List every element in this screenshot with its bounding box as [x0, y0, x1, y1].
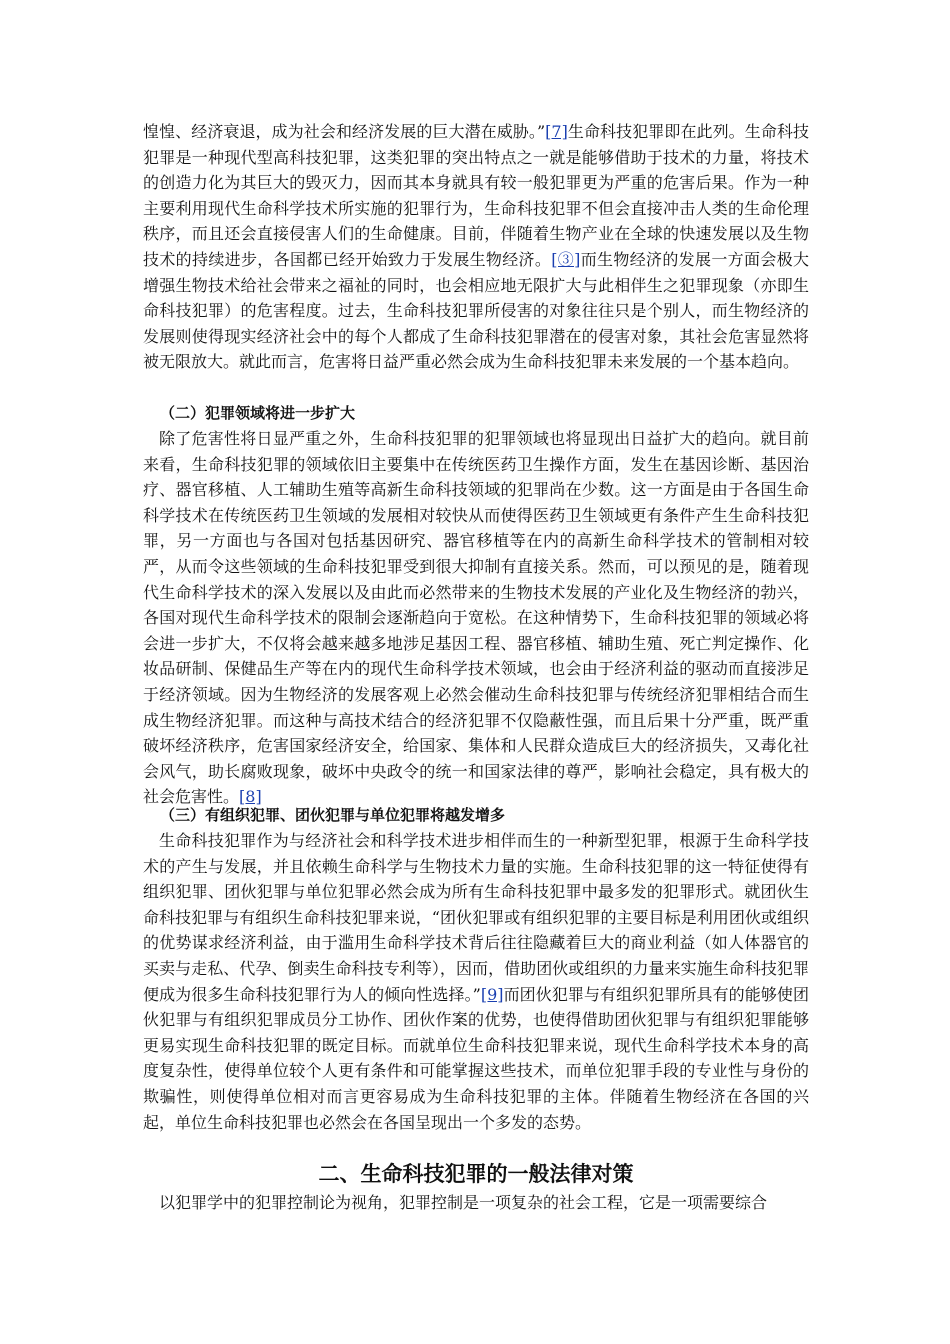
- paragraph-text: 生命科技犯罪即在此列。生命科技犯罪是一种现代型高科技犯罪，这类犯罪的突出特点之一就是能够借助于技术的力量，将技术的创造力化为其巨大的毁灭力，因而其本身就具有较一般犯罪更为严重的危害后果。作为一种主要利用现代生命科学技术所实施的犯罪行为，生命科技犯罪不但会直接冲击人类的生命伦理秩序，而且还会直接侵害人们的生命健康。目前，伴随着生物产业在全球的快速发展以及生物技术的持续进步，各国都已经开始致力于发展生物经济。: [143, 122, 809, 269]
- section-title: 二、生命科技犯罪的一般法律对策: [318, 1162, 634, 1186]
- paragraph-organized-crime: [143, 828, 809, 1135]
- subheading-domain-expansion: （二）犯罪领域将进一步扩大: [160, 404, 356, 422]
- footnote-link[interactable]: [9]: [480, 984, 504, 1004]
- subheading-organized-crime: （三）有组织犯罪、团伙犯罪与单位犯罪将越发增多: [160, 806, 506, 824]
- paragraph-text: 生命科技犯罪作为与经济社会和科学技术进步相伴而生的一种新型犯罪，根源于生命科学技术的产生与发展，并且依赖生命科学与生物技术力量的实施。生命科技犯罪的这一特征使得有组织犯罪、团伙犯罪与单位犯罪必然会成为所有生命科技犯罪中最多发的犯罪形式。就团伙生命科技犯罪与有组织生命科技犯罪来说，“团伙犯罪或有组织犯罪的主要目标是利用团伙或组织的优势谋求经济利益，由于滥用生命科学技术背后往往隐藏着巨大的商业利益（如人体器官的买卖与走私、代孕、倒卖生命科技专利等），因而，借助团伙或组织的力量来实施生命科技犯罪便成为很多生命科技犯罪行为人的倾向性选择。”: [143, 831, 809, 1004]
- paragraph-text: 而生物经济的发展一方面会极大增强生物技术给社会带来之福祉的同时，也会相应地无限扩大与此相伴生之犯罪现象（亦即生命科技犯罪）的危害程度。过去，生命科技犯罪所侵害的对象往往只是个别人，而生物经济的发展则使得现实经济社会中的每个人都成了生命科技犯罪潜在的侵害对象，其社会危害显然将被无限放大。就此而言，危害将日益严重必然会成为生命科技犯罪未来发展的一个基本趋向。: [143, 249, 809, 372]
- paragraph-domain-expansion: [143, 426, 809, 810]
- footnote-link[interactable]: [③]: [551, 249, 581, 269]
- paragraph-text: 而团伙犯罪与有组织犯罪所具有的能够使团伙犯罪与有组织犯罪成员分工协作、团伙作案的优势，也使得借助团伙犯罪与有组织犯罪能够更易实现生命科技犯罪的既定目标。而就单位生命科技犯罪来说，现代生命科学技术本身的高度复杂性，使得单位较个人更有条件和可能掌握这些技术，而单位犯罪手段的专业性与身份的欺骗性，则使得单位相对而言更容易成为生命科技犯罪的主体。伴随着生物经济在各国的兴起，单位生命科技犯罪也必然会在各国呈现出一个多发的态势。: [143, 984, 809, 1132]
- footnote-link[interactable]: [8]: [239, 787, 262, 807]
- paragraph-legal-countermeasures: [143, 1190, 809, 1216]
- paragraph-text: 惶惶、经济衰退，成为社会和经济发展的巨大潜在威胁。”: [143, 122, 546, 141]
- paragraph-harm-trend: [143, 119, 809, 375]
- paragraph-text: 除了危害性将日显严重之外，生命科技犯罪的犯罪领域也将显现出日益扩大的趋向。就目前来看，生命科技犯罪的领域依旧主要集中在传统医药卫生操作方面，发生在基因诊断、基因治疗、器官移植、人工辅助生殖等高新生命科技领域的犯罪尚在少数。这一方面是由于各国生命科学技术在传统医药卫生领域的发展相对较快从而使得医药卫生领域更有条件产生生命科技犯罪，另一方面也与各国对包括基因研究、器官移植等在内的高新生命科学技术的管制相对较严，从而令这些领域的生命科技犯罪受到很大抑制有直接关系。然而，可以预见的是，随着现代生命科学技术的深入发展以及由此而必然带来的生物技术发展的产业化及生物经济的勃兴，各国对现代生命科学技术的限制会逐渐趋向于宽松。在这种情势下，生命科技犯罪的领域必将会进一步扩大，不仅将会越来越多地涉足基因工程、器官移植、辅助生殖、死亡判定操作、化妆品研制、保健品生产等在内的现代生命科学技术领域，也会由于经济利益的驱动而直接涉足于经济领域。因为生物经济的发展客观上必然会催动生命科技犯罪与传统经济犯罪相结合而生成生物经济犯罪。而这种与高技术结合的经济犯罪不仅隐蔽性强，而且后果十分严重，既严重破坏经济秩序，危害国家经济安全，给国家、集体和人民群众造成巨大的经济损失，又毒化社会风气，助长腐败现象，破坏中央政令的统一和国家法律的尊严，影响社会稳定，具有极大的社会危害性。: [143, 429, 809, 807]
- footnote-link[interactable]: [7]: [545, 122, 568, 141]
- paragraph-text: 以犯罪学中的犯罪控制论为视角，犯罪控制是一项复杂的社会工程，它是一项需要综合: [159, 1193, 768, 1212]
